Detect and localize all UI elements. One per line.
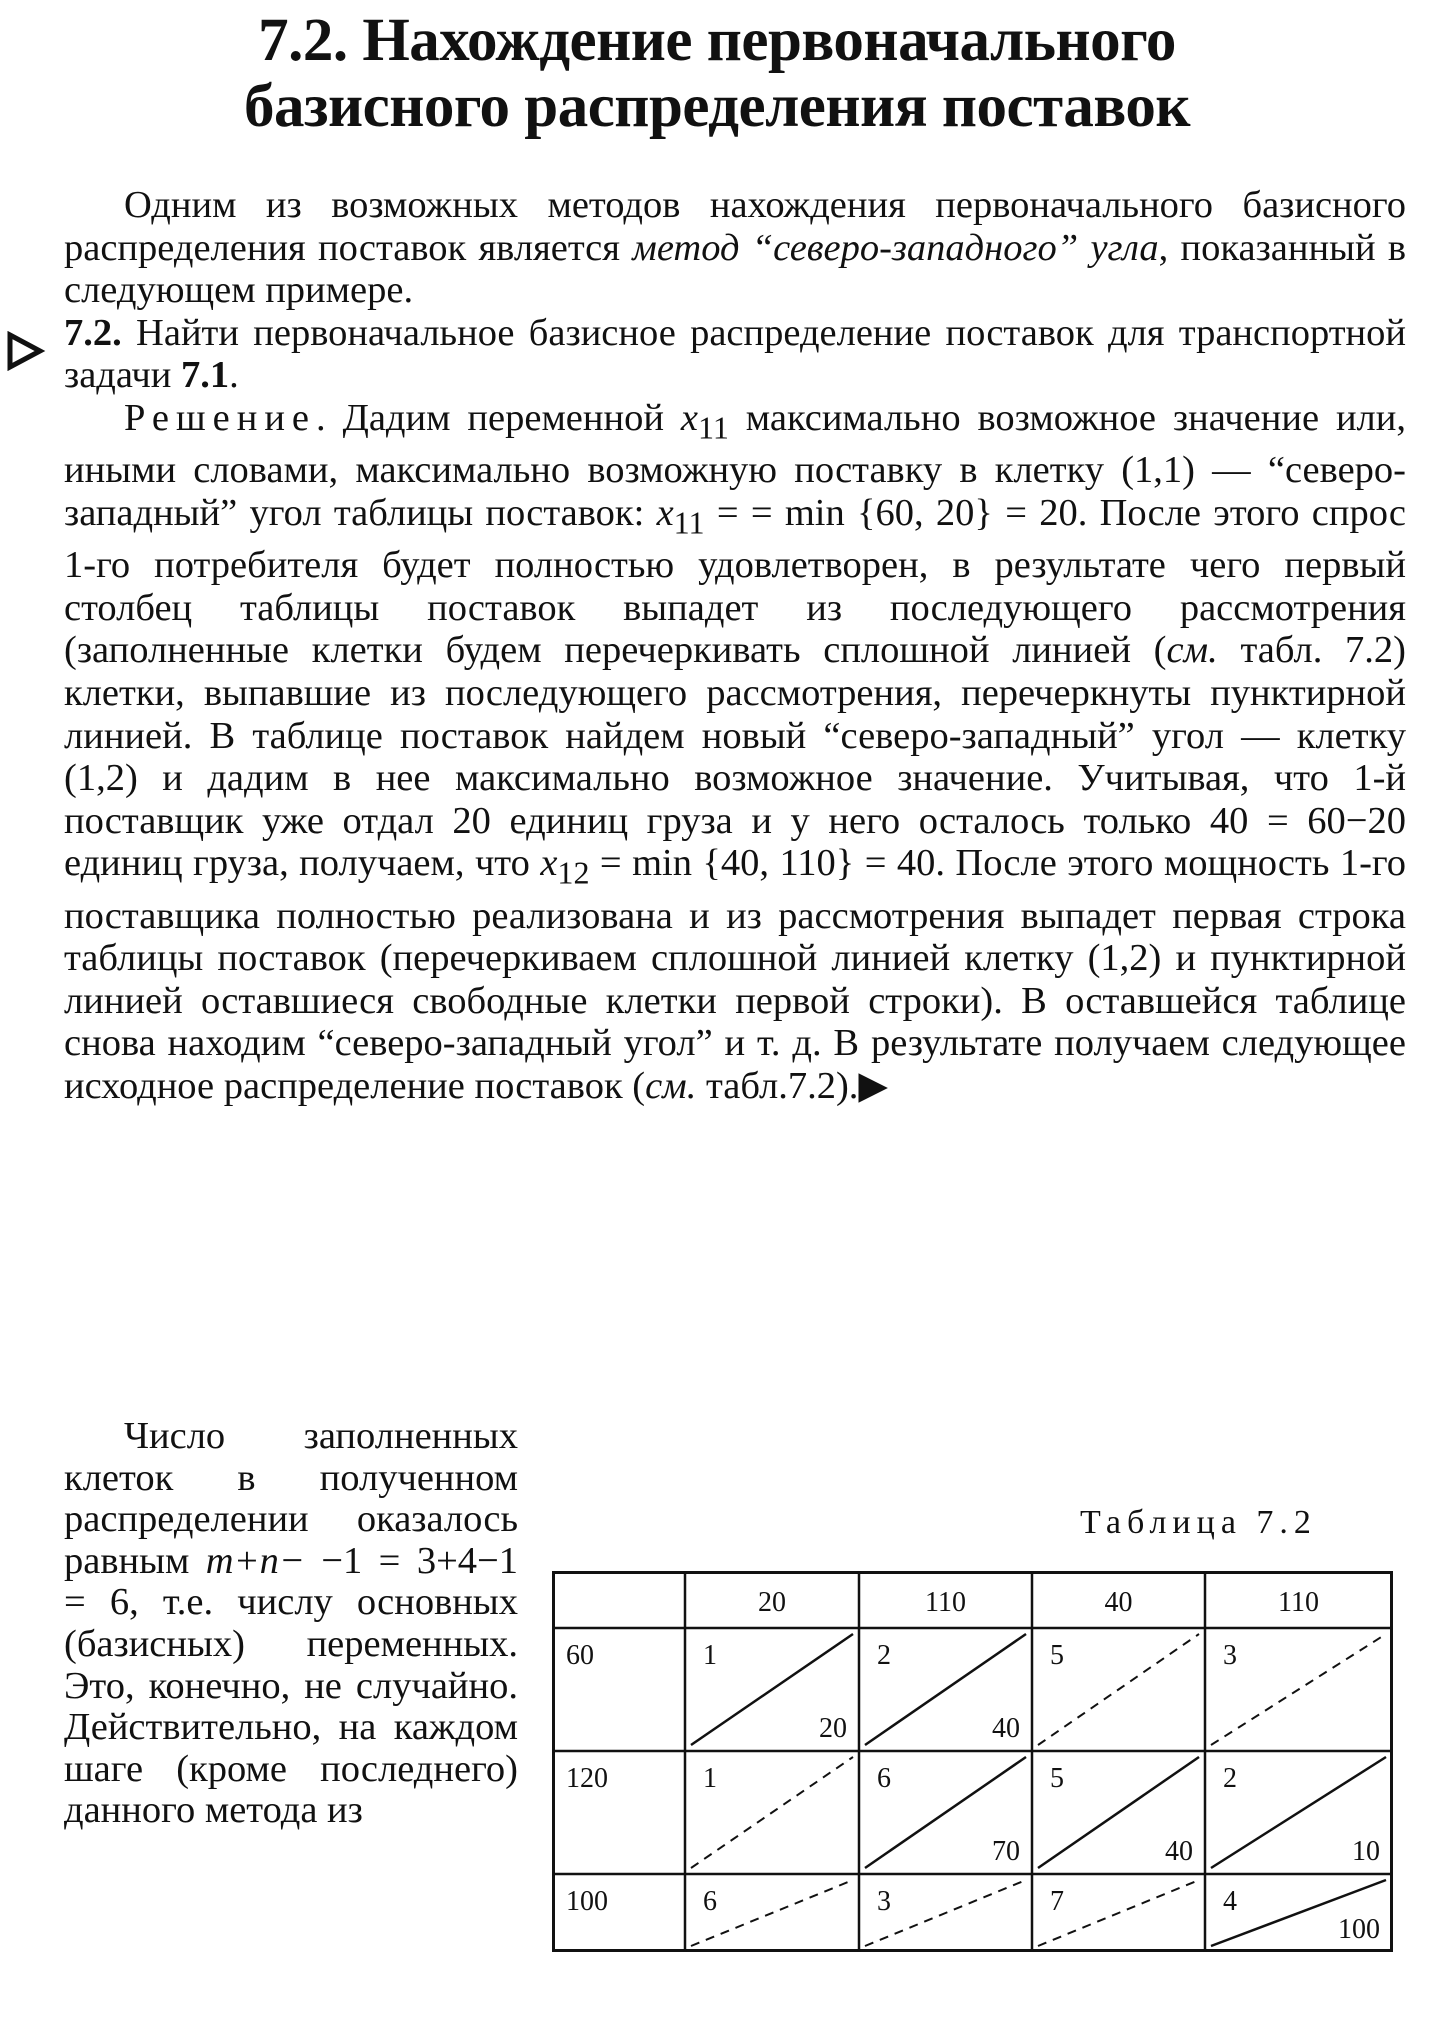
- side-paragraph: Число заполненных клеток в полученном распределении оказалось равным m+n− −1 = 3+4−1 = 6, т.е. числу основных (базисных) переменных. Это, конечно, не случайно. Действительно, на каждом шаге (кроме последнего) данного метода из: [64, 1415, 518, 1832]
- intro-paragraph: Одним из возможных методов нахождения первоначального базисного распределения поставок является метод “северо-западного” угла, показанный в следующем примере.: [64, 184, 1407, 312]
- cell-cost: 6: [877, 1763, 891, 1794]
- method-name: метод “северо-западного” угла: [632, 226, 1159, 269]
- title-line-1: 7.2. Нахождение первоначального: [258, 7, 1176, 74]
- section-title: [0, 8, 1434, 140]
- cell-cost: 5: [1050, 1640, 1064, 1671]
- example-marker-icon: [6, 331, 46, 371]
- cell-value: 100: [1338, 1914, 1380, 1945]
- cell-value: 10: [1352, 1836, 1380, 1867]
- cell-cost: 2: [877, 1640, 891, 1671]
- table-caption: Таблица 7.2: [1080, 1504, 1317, 1541]
- example-number: 7.2.: [64, 311, 122, 354]
- cell-value: 70: [992, 1836, 1020, 1867]
- supply-value: 120: [566, 1763, 608, 1794]
- cell-value: 40: [1165, 1836, 1193, 1867]
- supply-value: 60: [566, 1640, 594, 1671]
- demand-value: 20: [758, 1587, 786, 1618]
- supply-value: 100: [566, 1886, 608, 1917]
- cell-cost: 1: [703, 1763, 717, 1794]
- cell-cost: 5: [1050, 1763, 1064, 1794]
- solution-label: Решение: [124, 396, 317, 439]
- crossed-cell-line: [1211, 1634, 1386, 1745]
- cell-value: 40: [992, 1713, 1020, 1744]
- cell-cost: 3: [877, 1886, 891, 1917]
- main-text: [64, 184, 1406, 1108]
- example-paragraph: 7.2. Найти первоначальное базисное распределение поставок для транспортной задачи 7.1.: [64, 311, 1406, 397]
- solution-paragraph: Решение. Дадим переменной $x_{11}$ максимально возможное значение или, иными словами, максимально возможную поставку в клетку (1,1) — “северо-западный” угол таблицы поставок: $x_{11}$ = = min {60, 20} = 20. После этого спрос 1-го потребителя будет полностью удовлетворен, в результате чего первый столбец таблицы поставок выпадет из последующего рассмотрения (заполненные клетки будем перечеркивать сплошной линией (см. табл. 7.2) клетки, выпавшие из последующего рассмотрения, перечеркнуты пунктирной линией. В таблице поставок найдем новый “северо-западный” угол — клетку (1,2) и дадим в нее максимально возможное значение. Учитывая, что 1-й поставщик уже отдал 20 единиц груза и у него осталось только 40 = 60−20 единиц груза, получаем, что $x_{12} = \min \{40$, 110} = 40. После этого мощность 1-го поставщика полностью реализована и из рассмотрения выпадет первая строка таблицы поставок (перечеркиваем сплошной линией клетку (1,2) и пунктирной линией оставшиеся свободные клетки первой строки). В оставшейся таблице снова находим “северо-западный угол” и т. д. В результате получаем следующее исходное распределение поставок (см. табл.7.2).▶: [64, 396, 1407, 1107]
- supply-table: [552, 1571, 1394, 1954]
- title-line-2: базисного распределения поставок: [243, 73, 1191, 140]
- demand-value: 40: [1104, 1587, 1133, 1618]
- demand-value: 110: [925, 1587, 966, 1618]
- formula: m+n−: [205, 1539, 305, 1582]
- cell-cost: 2: [1223, 1763, 1237, 1794]
- example-ref: 7.1: [181, 354, 230, 397]
- cell-cost: 4: [1223, 1886, 1237, 1917]
- cell-cost: 7: [1050, 1886, 1064, 1917]
- cell-cost: 1: [703, 1640, 717, 1671]
- demand-value: 110: [1278, 1587, 1319, 1618]
- cell-cost: 6: [703, 1886, 717, 1917]
- cell-cost: 3: [1223, 1640, 1237, 1671]
- cell-value: 20: [819, 1713, 847, 1744]
